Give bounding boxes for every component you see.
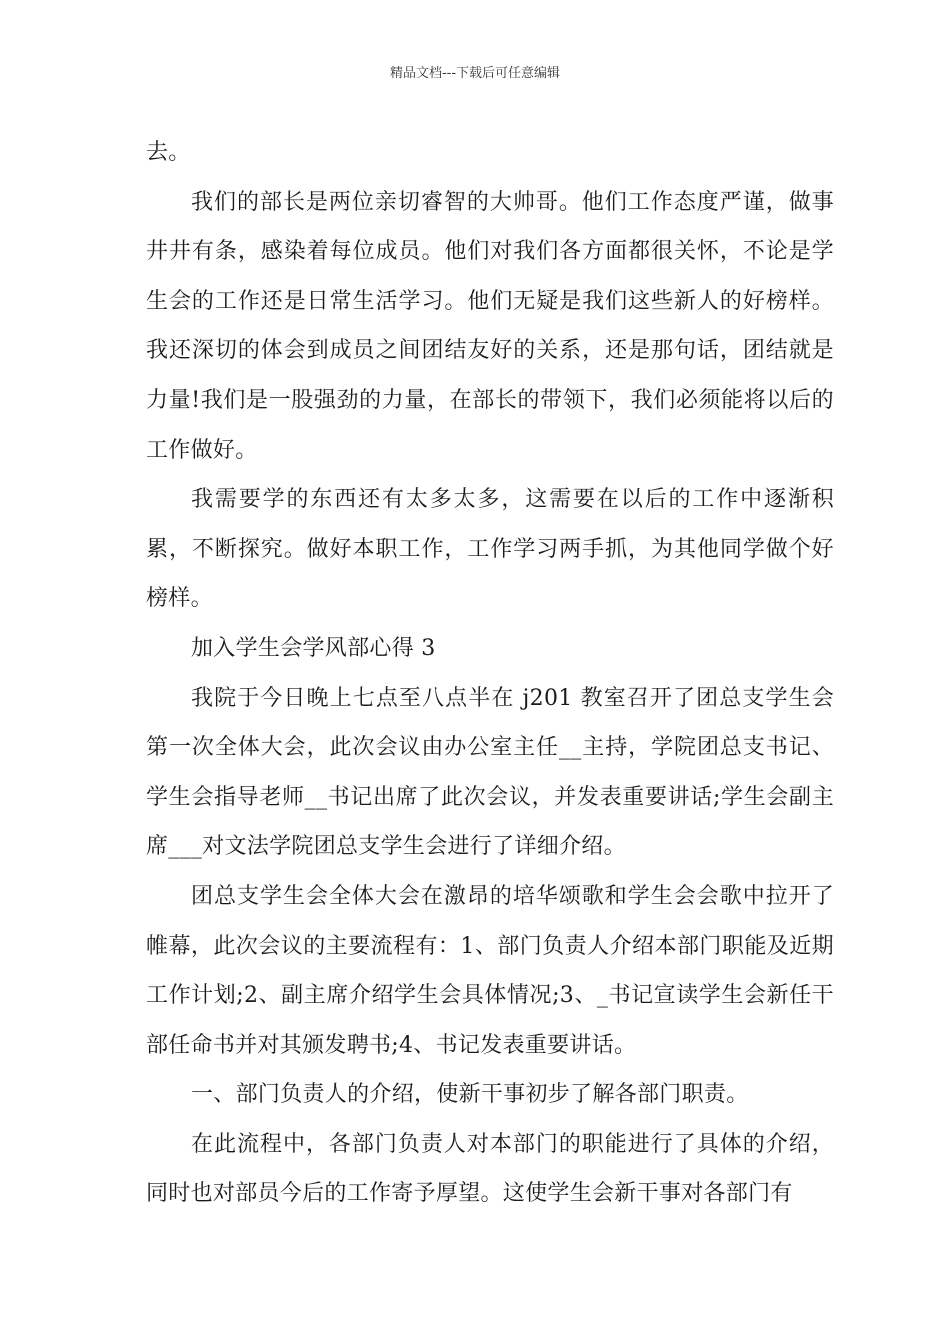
paragraph-department-intro: 在此流程中，各部门负责人对本部门的职能进行了具体的介绍，同时也对部员今后的工作寄予厚望。这使学生会新干事对各部门有 (146, 1131, 834, 1207)
paragraph-ministers: 我们的部长是两位亲切睿智的大帅哥。他们工作态度严谨，做事井井有条，感染着每位成员。他们对我们各方面都很关怀，不论是学生会的工作还是日常生活学习。他们无疑是我们这些新人的好榜样。我还深切的体会到成员之间团结友好的关系，还是那句话，团结就是力量!我们是一股强劲的力量，在部长的带领下，我们必须能将以后的工作做好。 (146, 189, 834, 463)
document-body (146, 128, 834, 1219)
paragraph-meeting: 我院于今日晚上七点至八点半在 j201 教室召开了团总支学生会第一次全体大会，此次会议由办公室主任__主持，学院团总支书记、学生会指导老师__书记出席了此次会议，并发表重要讲话;学生会副主席___对文法学院团总支学生会进行了详细介绍。 (146, 685, 834, 860)
paragraph-continuation: 去。 (146, 140, 191, 165)
section-heading: 加入学生会学风部心得 3 (191, 635, 436, 661)
paragraph-agenda: 团总支学生会全体大会在激昂的培华颂歌和学生会会歌中拉开了帷幕，此次会议的主要流程有：1、部门负责人介绍本部门职能及近期工作计划;2、副主席介绍学生会具体情况;3、_书记宣读学生会新任干部任命书并对其颁发聘书;4、书记发表重要讲话。 (146, 883, 834, 1058)
paragraph-point-one: 一、部门负责人的介绍，使新干事初步了解各部门职责。 (191, 1082, 749, 1108)
page-header: 精品文档---下载后可任意编辑 (389, 66, 561, 81)
paragraph-learning: 我需要学的东西还有太多太多，这需要在以后的工作中逐渐积累，不断探究。做好本职工作，工作学习两手抓，为其他同学做个好榜样。 (146, 487, 834, 612)
